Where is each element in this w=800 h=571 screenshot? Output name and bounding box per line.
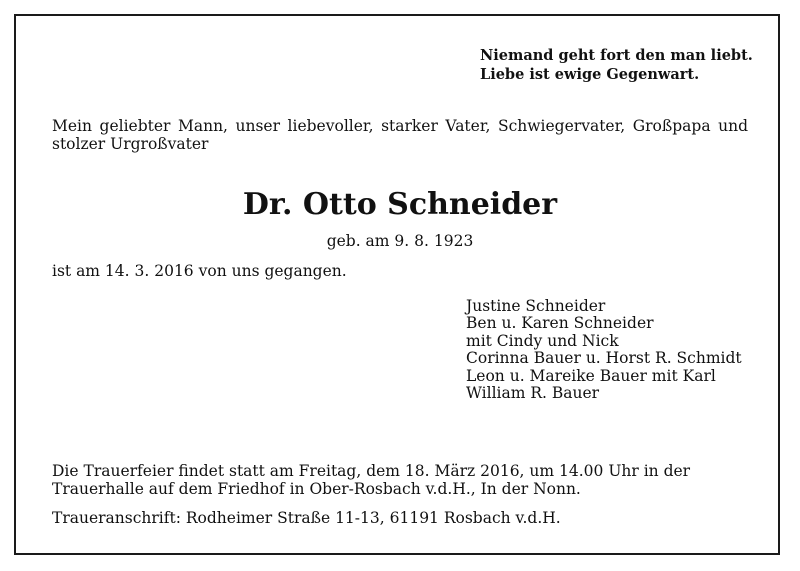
mourning-address: Traueranschrift: Rodheimer Straße 11-13, 61191 Rosbach v.d.H.	[52, 509, 561, 527]
ceremony-line-2: Trauerhalle auf dem Friedhof in Ober-Rosbach v.d.H., In der Nonn.	[52, 480, 581, 498]
mourner-entry: Corinna Bauer u. Horst R. Schmidt	[466, 349, 742, 368]
motto-quote	[480, 46, 753, 84]
intro-line-1: Mein geliebter Mann, unser liebevoller, starker Vater, Schwiegervater, Großpapa und	[52, 117, 748, 135]
mourner-entry: William R. Bauer	[466, 384, 600, 403]
death-statement: ist am 14. 3. 2016 von uns gegangen.	[52, 262, 347, 280]
mourner-entry: Justine Schneider	[466, 297, 606, 315]
mourner-entry: Ben u. Karen Schneider	[466, 314, 654, 333]
motto-line-2: Liebe ist ewige Gegenwart.	[480, 66, 700, 83]
motto-line-1: Niemand geht fort den man liebt.	[480, 47, 753, 64]
ceremony-details	[52, 462, 690, 498]
mourners-list	[466, 298, 742, 402]
mourner-entry: mit Cindy und Nick	[466, 331, 619, 350]
birth-date: geb. am 9. 8. 1923	[326, 232, 474, 250]
ceremony-line-1: Die Trauerfeier findet statt am Freitag, dem 18. März 2016, um 14.00 Uhr in der	[52, 462, 691, 480]
intro-text	[52, 117, 748, 153]
mourner-entry: Leon u. Mareike Bauer mit Karl	[466, 366, 716, 385]
deceased-name: Dr. Otto Schneider	[242, 187, 558, 222]
intro-line-2: stolzer Urgroßvater	[52, 135, 209, 153]
